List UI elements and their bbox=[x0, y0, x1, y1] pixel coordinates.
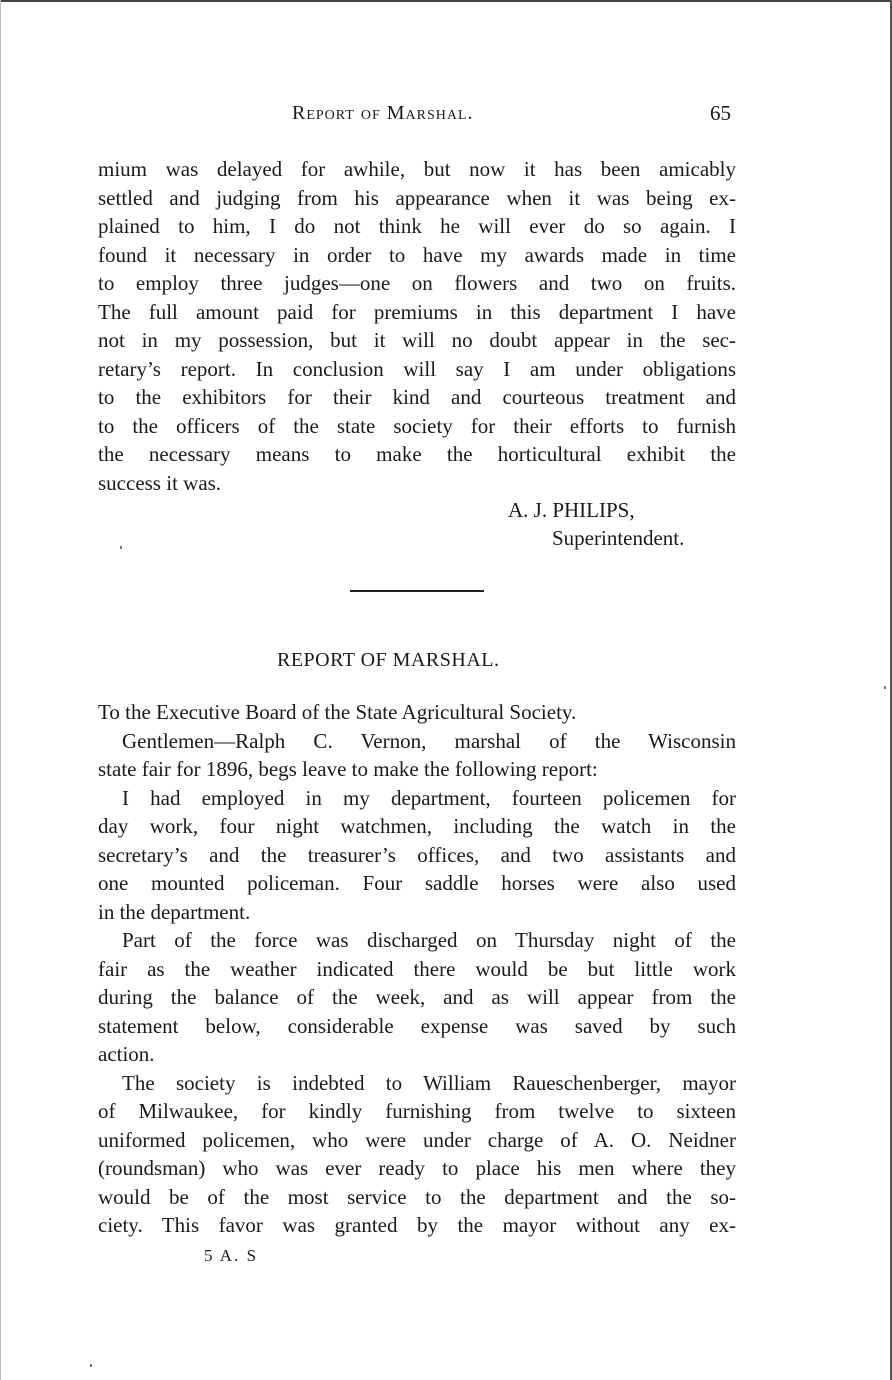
text-line: ciety. This favor was granted by the mayor without any ex- bbox=[98, 1213, 736, 1237]
salutation: To the Executive Board of the State Agricultural Society. bbox=[98, 700, 577, 724]
text-line: (roundsman) who was ever ready to place his men where they bbox=[98, 1156, 736, 1180]
text-line: The society is indebted to William Raueschenberger, mayor bbox=[122, 1070, 736, 1095]
text-line: would be of the most service to the department and the so- bbox=[98, 1184, 736, 1209]
text-line: action. bbox=[98, 1042, 155, 1066]
text-line: The full amount paid for premiums in this department I have bbox=[98, 299, 736, 324]
report-body bbox=[98, 698, 736, 1240]
text-line: secretary’s and the treasurer’s offices, and two assistants and bbox=[98, 842, 736, 867]
text-line: plained to him, I do not think he will ever do so again. I bbox=[98, 214, 736, 238]
page-top-edge bbox=[0, 0, 892, 2]
text-line: to the exhibitors for their kind and courteous treatment and bbox=[98, 385, 736, 409]
section-divider bbox=[350, 590, 484, 592]
text-line: fair as the weather indicated there would be but little work bbox=[98, 956, 736, 981]
text-line: Part of the force was discharged on Thursday night of the bbox=[122, 928, 736, 952]
text-line: statement below, considerable expense was saved by such bbox=[98, 1013, 736, 1038]
text-line: success it was. bbox=[98, 470, 222, 495]
signature-name: A. J. PHILIPS, bbox=[508, 498, 635, 522]
continuation-paragraph bbox=[98, 155, 736, 497]
scan-speck bbox=[90, 1364, 92, 1367]
page-left-edge bbox=[0, 0, 1, 1380]
page-number: 65 bbox=[710, 101, 731, 125]
signature-title: Superintendent. bbox=[552, 526, 685, 550]
scan-speck bbox=[884, 686, 886, 689]
section-heading: REPORT OF MARSHAL. bbox=[277, 649, 500, 671]
text-line: I had employed in my department, fourteen policemen for bbox=[122, 785, 736, 810]
text-line: mium was delayed for awhile, but now it has been amicably bbox=[98, 157, 736, 181]
text-line: to the officers of the state society for their efforts to furnish bbox=[98, 413, 736, 438]
text-line: of Milwaukee, for kindly furnishing from twelve to sixteen bbox=[98, 1099, 736, 1123]
text-line: to employ three judges—one on flowers and two on fruits. bbox=[98, 271, 736, 295]
text-line: Gentlemen—Ralph C. Vernon, marshal of the Wisconsin bbox=[122, 728, 736, 753]
scan-speck bbox=[120, 546, 122, 549]
text-line: the necessary means to make the horticultural exhibit the bbox=[98, 442, 736, 466]
running-head: Report of Marshal. bbox=[292, 102, 474, 124]
text-line: day work, four night watchmen, including the watch in the bbox=[98, 814, 736, 838]
printer-signature-mark: 5 A. S bbox=[204, 1246, 259, 1265]
text-line: one mounted policeman. Four saddle horses were also used bbox=[98, 871, 736, 895]
text-line: state fair for 1896, begs leave to make the following report: bbox=[98, 757, 598, 781]
text-line: found it necessary in order to have my awards made in time bbox=[98, 242, 736, 267]
text-line: in the department. bbox=[98, 899, 251, 924]
text-line: uniformed policemen, who were under charge of A. O. Neidner bbox=[98, 1127, 736, 1152]
text-line: settled and judging from his appearance when it was being ex- bbox=[98, 185, 736, 210]
text-line: retary’s report. In conclusion will say I am under obligations bbox=[98, 356, 736, 381]
text-line: during the balance of the week, and as will appear from the bbox=[98, 985, 736, 1009]
text-line: not in my possession, but it will no doubt appear in the sec- bbox=[98, 328, 736, 352]
